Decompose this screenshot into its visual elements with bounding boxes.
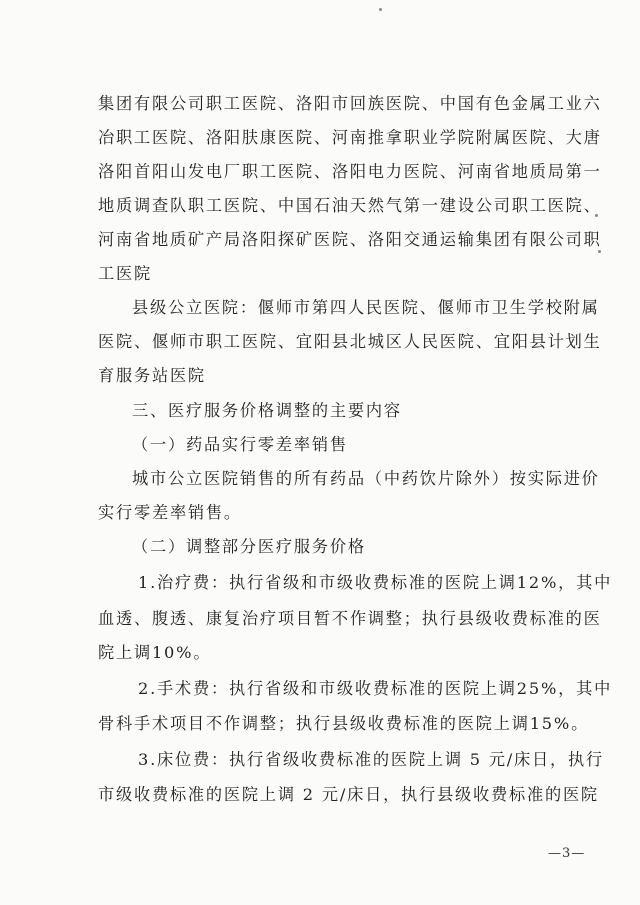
text-line: 3.床位费：执行省级收费标准的医院上调 5 元/床日，执行 — [138, 750, 604, 769]
text-line: 冶职工医院、洛阳肤康医院、河南推拿职业学院附属医院、大唐 — [98, 128, 602, 147]
text-line: 地质调查队职工医院、中国石油天然气第一建设公司职工医院、 — [98, 196, 602, 215]
page-number: —3— — [548, 846, 586, 861]
text-line: 实行零差率销售。 — [98, 503, 242, 522]
subsection-heading: （一）药品实行零差率销售 — [132, 435, 348, 454]
text-line: 集团有限公司职工医院、洛阳市回族医院、中国有色金属工业六 — [98, 94, 602, 113]
text-line: 市级收费标准的医院上调 2 元/床日，执行县级收费标准的医院 — [98, 785, 599, 804]
text-line: 医院、偃师市职工医院、宜阳县北城区人民医院、宜阳县计划生 — [98, 332, 602, 351]
text-line: 育服务站医院 — [98, 366, 206, 385]
text-line: 工医院 — [98, 264, 152, 283]
text-line: 2.手术费：执行省级和市级收费标准的医院上调25%，其中 — [138, 679, 613, 698]
section-heading: 三、医疗服务价格调整的主要内容 — [132, 401, 402, 420]
text-line: 骨科手术项目不作调整；执行县级收费标准的医院上调15%。 — [98, 714, 590, 733]
text-line: 县级公立医院：偃师市第四人民医院、偃师市卫生学校附属 — [132, 298, 600, 317]
text-line: 洛阳首阳山发电厂职工医院、洛阳电力医院、河南省地质局第一 — [98, 162, 602, 181]
subsection-heading: （二）调整部分医疗服务价格 — [132, 537, 366, 556]
scan-speck — [598, 250, 601, 253]
text-line: 血透、腹透、康复治疗项目暂不作调整；执行县级收费标准的医 — [98, 609, 602, 628]
scan-speck — [379, 8, 382, 11]
text-line: 院上调10%。 — [98, 643, 212, 662]
text-line: 河南省地质矿产局洛阳探矿医院、洛阳交通运输集团有限公司职 — [98, 230, 602, 249]
text-line: 城市公立医院销售的所有药品（中药饮片除外）按实际进价 — [132, 469, 600, 488]
text-line: 1.治疗费：执行省级和市级收费标准的医院上调12%，其中 — [138, 573, 613, 592]
